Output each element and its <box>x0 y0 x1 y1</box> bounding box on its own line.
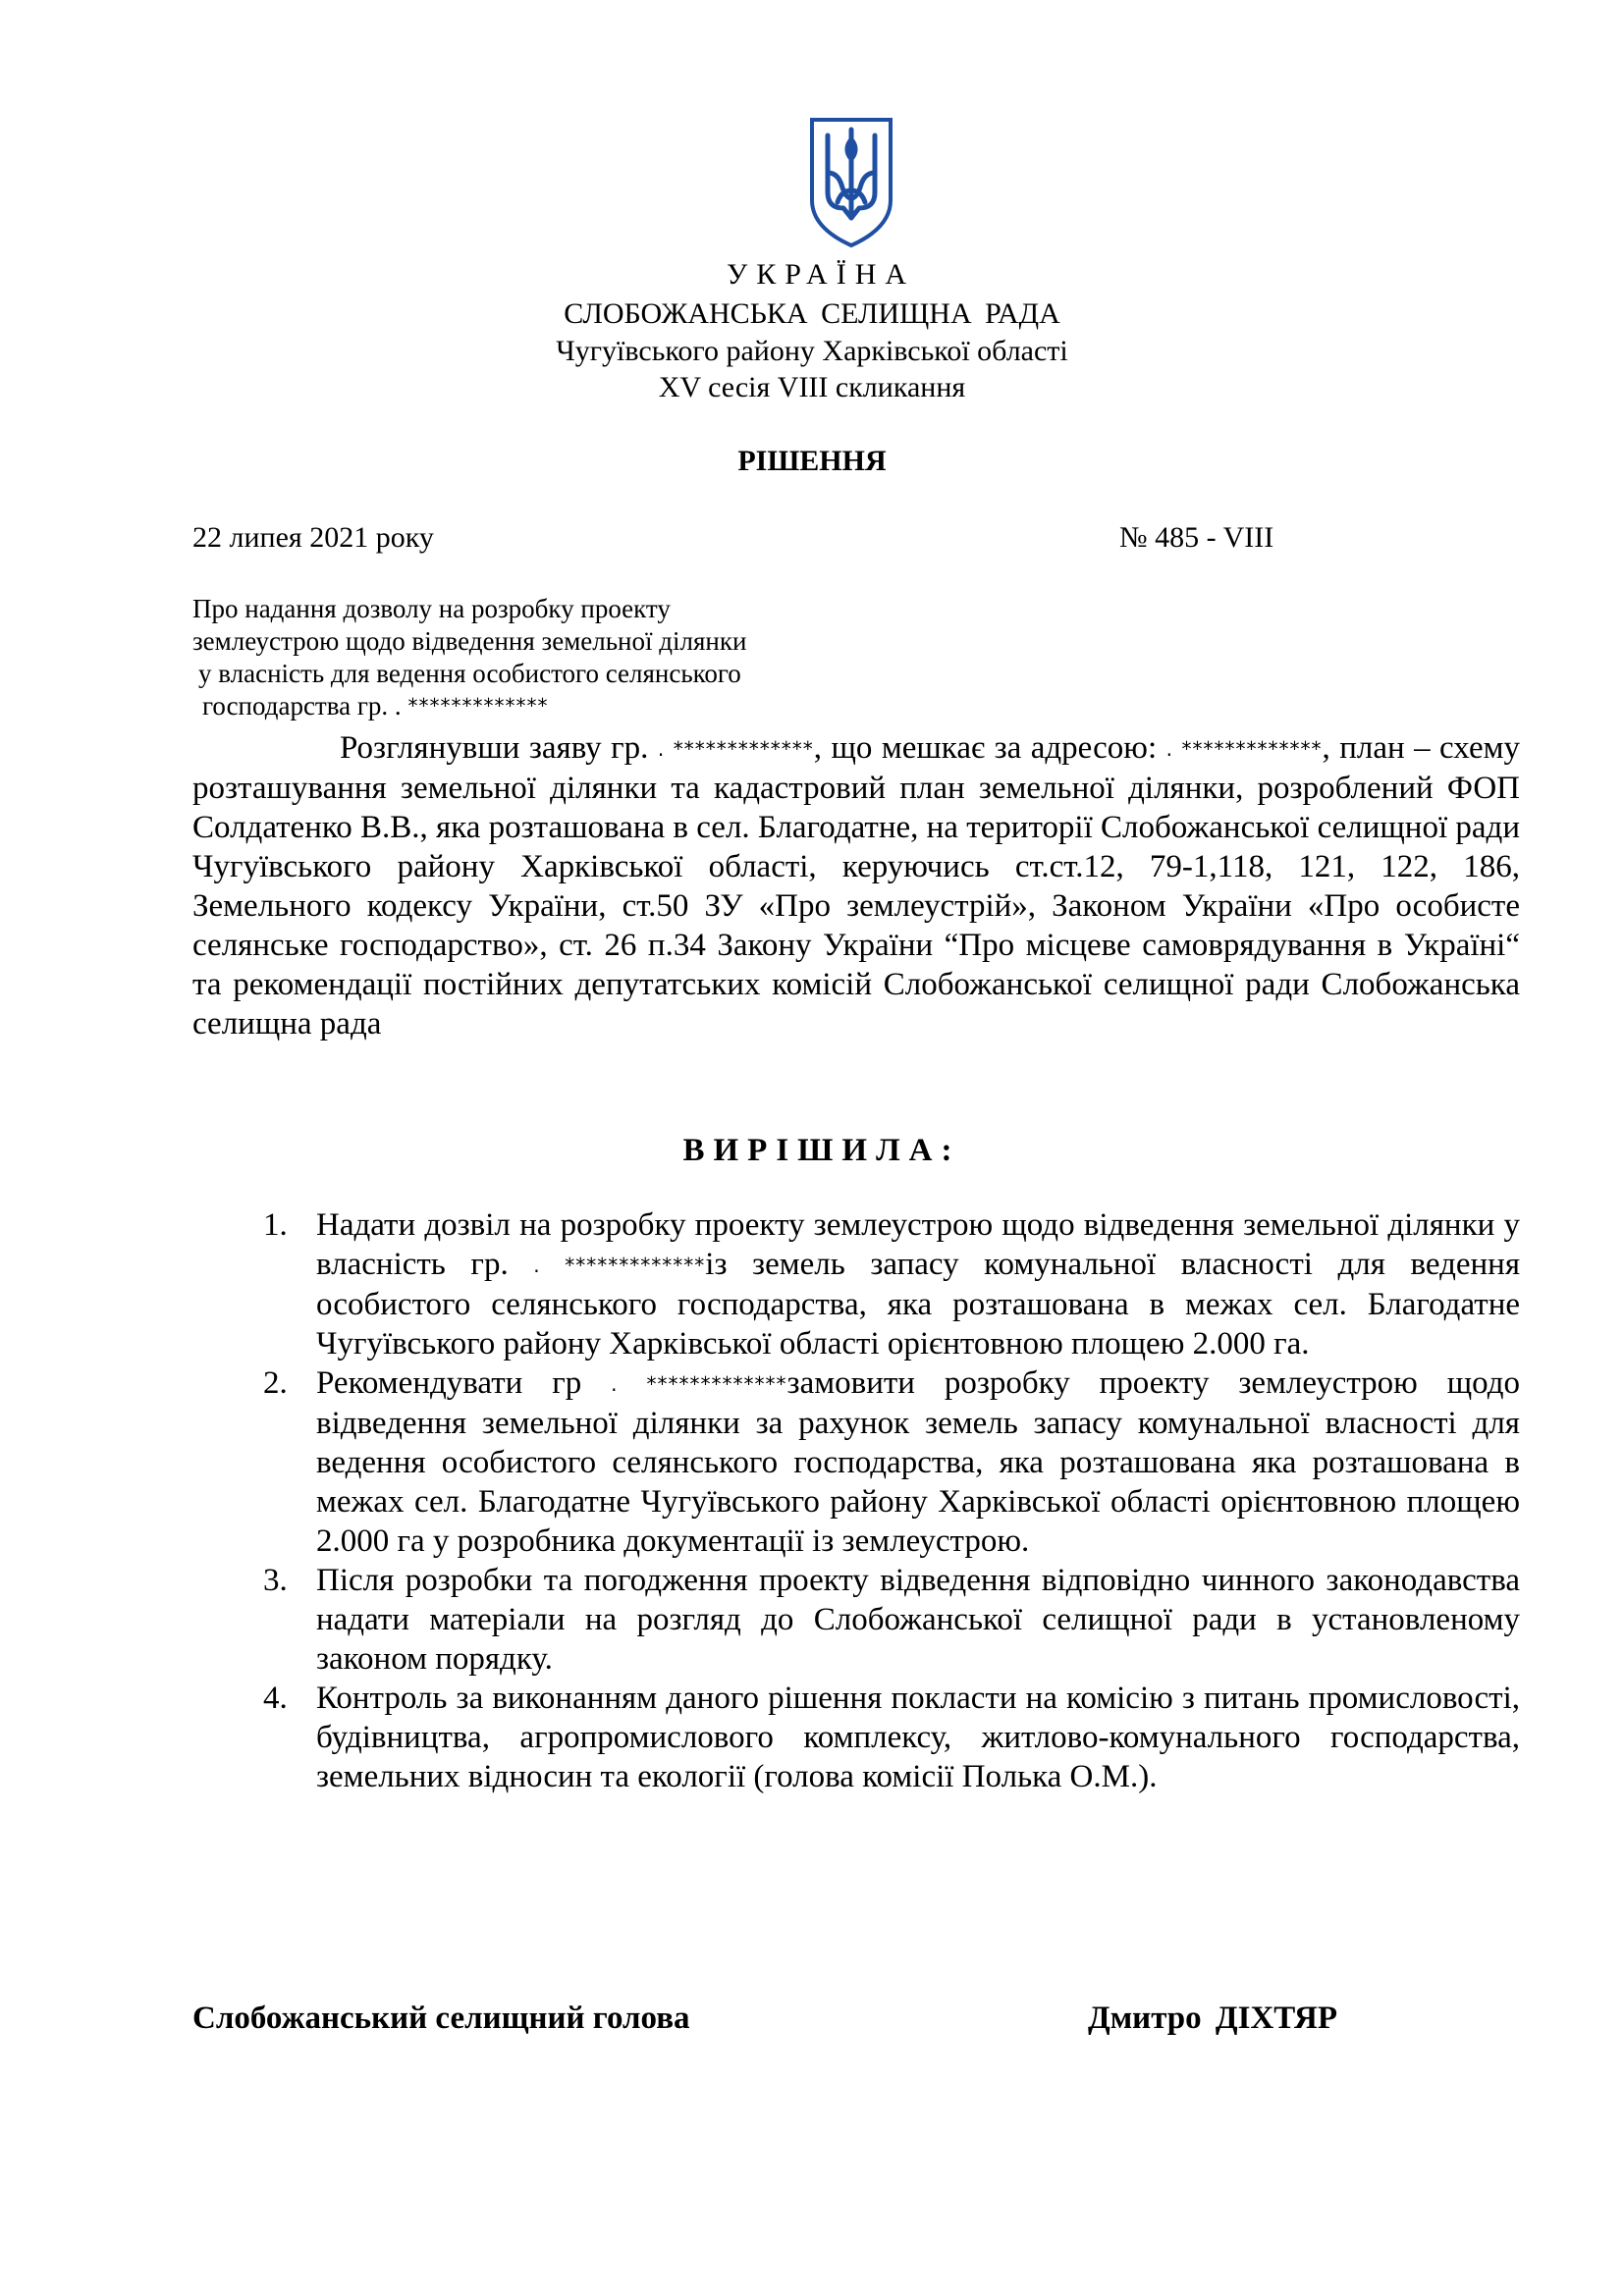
redacted-name: . ************* <box>611 1372 787 1396</box>
item-text: Надати дозвіл на розробку проекту землеустрою щодо відведення земельної ділянки у власність гр. <box>316 1207 1520 1282</box>
document-title: РІШЕННЯ <box>737 445 887 477</box>
item-text: Рекомендувати гр <box>316 1365 612 1401</box>
preamble-mid: , що мешкає за адресою: <box>813 730 1166 766</box>
decision-list <box>263 1205 1520 1796</box>
preamble-start: Розглянувши заяву гр. <box>340 730 658 766</box>
item-number: 1. <box>263 1207 288 1243</box>
decision-item <box>263 1363 1520 1561</box>
document-subject <box>192 593 746 722</box>
item-number: 2. <box>263 1365 288 1401</box>
header-session: XV сесія VIII скликання <box>658 371 966 403</box>
redacted-address: . ************* <box>1165 737 1323 761</box>
signature-position: Слобожанський селищний голова <box>192 2001 690 2036</box>
item-text: замовити розробку проекту землеустрою щодо відведення земельної ділянки за рахунок земель запасу комунальної власності для ведення особистого селянського господарства, яка розташована яка розташована в межах сел. Благодатне Чугуївського району Харківської області орієнтовною площею 2.000 га у розробника документації із землеустрою. <box>316 1365 1520 1559</box>
document-date: 22 липея 2021 року <box>192 521 434 554</box>
decision-item <box>263 1205 1520 1363</box>
decision-item <box>263 1561 1520 1679</box>
preamble-rest: , план – схему розташування земельної ділянки та кадастровий план земельної ділянки, розроблений ФОП Солдатенко В.В., яка розташована в сел. Благодатне, на території Слобожанської селищної ради Чугуївського району Харківської області, керуючись ст.ст.12, 79-1,118, 121, 122, 186, Земельного кодексу України, ст.50 ЗУ «Про землеустрій», Законом України «Про особисте селянське господарство», ст. 26 п.34 Закону України “Про місцеве самоврядування в Україні“ та рекомендації постійних депутатських комісій Слобожанської селищної ради Слобожанська селищна рада <box>192 730 1520 1041</box>
subject-line-text: господарства гр. . <box>202 691 402 721</box>
redacted-name: . ************* <box>533 1254 706 1277</box>
decision-item <box>263 1679 1520 1796</box>
subject-line <box>192 690 746 722</box>
signature-name: Дмитро ДІХТЯР <box>1088 2001 1338 2036</box>
item-number: 3. <box>263 1563 288 1598</box>
item-text: із земель запасу комунальної власності для ведення особистого селянського господарства, яка розташована в межах сел. Благодатне Чугуївського району Харківської області орієнтовною площею 2.000 га. <box>316 1247 1521 1362</box>
subject-line: землеустрою щодо відведення земельної ділянки <box>192 626 747 656</box>
header-district: Чугуївського району Харківської області <box>556 335 1068 367</box>
header-country: УКРАЇНА <box>726 258 916 291</box>
preamble-paragraph <box>192 728 1520 1043</box>
header-council: СЛОБОЖАНСЬКА СЕЛИЩНА РАДА <box>564 297 1060 330</box>
decision-heading: ВИРІШИЛА: <box>682 1133 961 1168</box>
item-text: Після розробки та погодження проекту відведення відповідно чинного законодавства надати матеріали на розгляд до Слобожанської селищної ради в установленому законом порядку. <box>316 1563 1520 1677</box>
subject-line: Про надання дозволу на розробку проекту <box>192 594 671 623</box>
subject-line: у власність для ведення особистого селянського <box>198 659 741 688</box>
item-text: Контроль за виконанням даного рішення покласти на комісію з питань промисловості, будівництва, агропромислового комплексу, житлово-комунального господарства, земельних відносин та екології (голова комісії Полька О.М.). <box>316 1681 1520 1794</box>
item-number: 4. <box>263 1681 288 1716</box>
redacted-name: . ************* <box>657 737 814 761</box>
document-number: № 485 - VIII <box>1119 521 1274 554</box>
redacted-name: ************* <box>407 694 549 718</box>
coat-of-arms-icon <box>808 116 894 249</box>
